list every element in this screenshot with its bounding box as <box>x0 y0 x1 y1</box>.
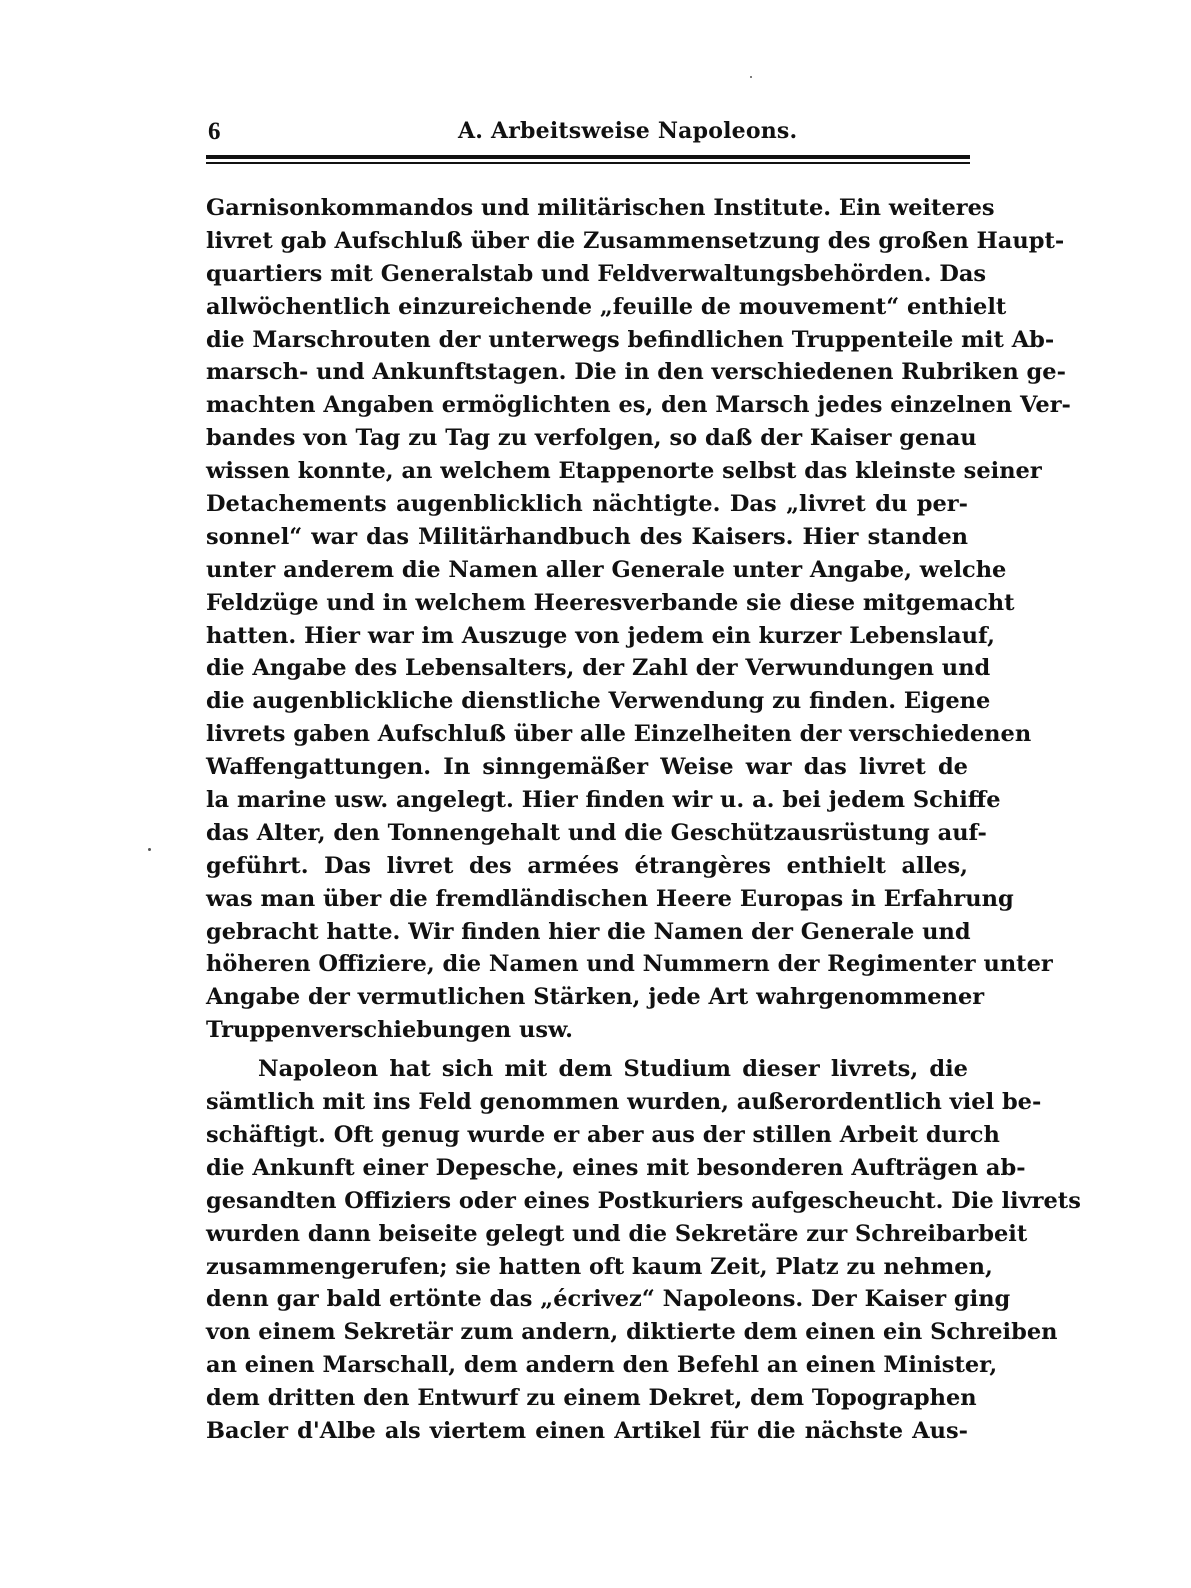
text-line: Napoleon hat sich mit dem Studium dieser livrets, die <box>258 1056 968 1083</box>
text-line: von einem Sekretär zum andern, diktierte dem einen ein Schreiben <box>206 1319 1058 1346</box>
header-rule-thick <box>206 155 970 159</box>
text-line: Angabe der vermutlichen Stärken, jede Art wahrgenommener <box>206 984 985 1011</box>
text-line: gesandten Offiziers oder eines Postkuriers aufgescheucht. Die livrets <box>206 1187 1081 1214</box>
body-text <box>206 192 1081 1448</box>
text-line: Garnisonkommandos und militärischen Institute. Ein weiteres <box>206 195 995 221</box>
text-line: quartiers mit Generalstab und Feldverwaltungsbehörden. Das <box>206 260 987 287</box>
text-line: sonnel“ war das Militärhandbuch des Kaisers. Hier standen <box>206 523 968 550</box>
text-line: geführt. Das livret des armées étrangères enthielt alles, <box>206 852 968 879</box>
text-line: Detachements augenblicklich nächtigte. Das „livret du per- <box>206 491 968 518</box>
text-line: die Ankunft einer Depesche, eines mit besonderen Aufträgen ab- <box>206 1154 1026 1181</box>
header-rule-thin <box>206 162 970 164</box>
text-line: das Alter, den Tonnengehalt und die Geschützausrüstung auf- <box>206 819 987 846</box>
text-line: schäftigt. Oft genug wurde er aber aus der stillen Arbeit durch <box>206 1121 1000 1148</box>
text-line: bandes von Tag zu Tag zu verfolgen, so daß der Kaiser genau <box>206 425 977 452</box>
text-line: zusammengerufen; sie hatten oft kaum Zeit, Platz zu nehmen, <box>206 1253 993 1280</box>
text-line: gebracht hatte. Wir finden hier die Namen der Generale und <box>206 918 971 945</box>
text-line: marsch- und Ankunftstagen. Die in den verschiedenen Rubriken ge- <box>206 359 1066 386</box>
text-line: die Marschrouten der unterwegs befindlichen Truppenteile mit Ab- <box>206 326 1055 353</box>
page-number: 6 <box>208 118 221 145</box>
running-head: A. Arbeitsweise Napoleons. <box>458 118 798 144</box>
text-line: denn gar bald ertönte das „écrivez“ Napoleons. Der Kaiser ging <box>206 1286 1011 1313</box>
text-line: Bacler d'Albe als viertem einen Artikel für die nächste Aus- <box>206 1417 968 1444</box>
text-line: Waffengattungen. In sinngemäßer Weise war das livret de <box>206 754 968 781</box>
text-line: allwöchentlich einzureichende „feuille de mouvement“ enthielt <box>206 293 1007 320</box>
text-line: an einen Marschall, dem andern den Befehl an einen Minister, <box>206 1352 998 1379</box>
text-line: dem dritten den Entwurf zu einem Dekret, dem Topographen <box>206 1385 977 1412</box>
text-line: machten Angaben ermöglichten es, den Marsch jedes einzelnen Ver- <box>206 392 1071 419</box>
text-line: was man über die fremdländischen Heere Europas in Erfahrung <box>206 885 1014 912</box>
text-line: sämtlich mit ins Feld genommen wurden, außerordentlich viel be- <box>206 1089 1042 1116</box>
page-header <box>208 118 968 150</box>
text-line: livrets gaben Aufschluß über alle Einzelheiten der verschiedenen <box>206 721 1032 748</box>
text-line: la marine usw. angelegt. Hier finden wir u. a. bei jedem Schiffe <box>206 787 1001 814</box>
text-line: livret gab Aufschluß über die Zusammensetzung des großen Haupt- <box>206 227 1065 254</box>
text-line: unter anderem die Namen aller Generale unter Angabe, welche <box>206 556 1007 583</box>
text-line: wurden dann beiseite gelegt und die Sekretäre zur Schreibarbeit <box>206 1220 1028 1247</box>
text-line: Feldzüge und in welchem Heeresverbande sie diese mitgemacht <box>206 589 1015 616</box>
text-line: höheren Offiziere, die Namen und Nummern der Regimenter unter <box>206 951 1053 978</box>
scan-speck <box>148 848 151 851</box>
text-line: hatten. Hier war im Auszuge von jedem ein kurzer Lebenslauf, <box>206 622 995 649</box>
text-line: Truppenverschiebungen usw. <box>206 1017 573 1044</box>
text-line: wissen konnte, an welchem Etappenorte selbst das kleinste seiner <box>206 458 1042 485</box>
text-line: die Angabe des Lebensalters, der Zahl der Verwundungen und <box>206 655 991 682</box>
scan-speck <box>750 76 752 78</box>
paragraph <box>206 1053 1081 1448</box>
paragraph <box>206 192 1071 1047</box>
text-line: die augenblickliche dienstliche Verwendung zu finden. Eigene <box>206 688 991 715</box>
